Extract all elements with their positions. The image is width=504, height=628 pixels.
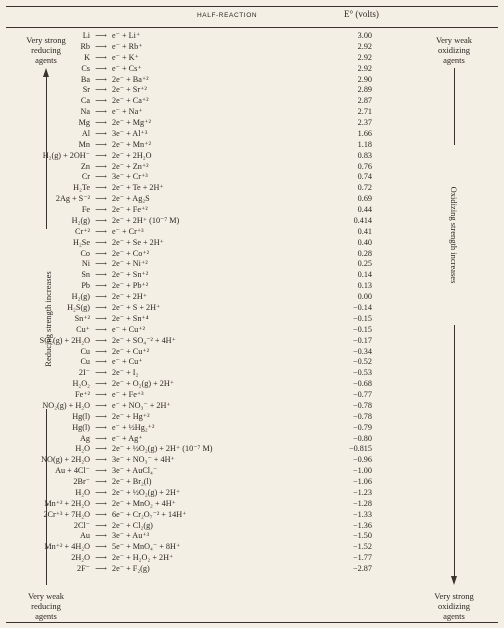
left-top-label-line: reducing	[31, 45, 61, 55]
oxidized-products: 2e⁻ + ½O₂(g) + 2H⁺ (10⁻⁷ M)	[112, 444, 213, 454]
reduced-species: Co	[80, 248, 90, 258]
reduced-species: H₂(g) + 2OH⁻	[42, 150, 90, 160]
oxidized-products: e⁻ + K⁺	[112, 52, 139, 62]
oxidized-products: 2e⁻ + Zn⁺²	[112, 161, 149, 171]
oxidized-products: e⁻ + Cr⁺³	[112, 226, 144, 236]
right-top-label-line: agents	[443, 55, 465, 65]
table-row	[0, 227, 504, 237]
reaction-arrow-icon: ⟶	[95, 313, 107, 323]
reaction-arrow-icon: ⟶	[95, 422, 107, 432]
reaction-arrow-icon: ⟶	[95, 248, 107, 258]
reaction-arrow-icon: ⟶	[95, 52, 107, 62]
reaction-arrow-icon: ⟶	[95, 292, 107, 302]
oxidized-products: 2e⁻ + Sr⁺²	[112, 85, 147, 95]
oxidized-products: 5e⁻ + MnO₄⁻ + 8H⁺	[112, 542, 181, 552]
reduced-species: Pb	[81, 281, 90, 291]
oxidized-products: e⁻ + Fe⁺³	[112, 390, 144, 400]
reduced-species: 2H₂O	[71, 553, 90, 563]
table-row	[0, 281, 504, 291]
reaction-arrow-icon: ⟶	[95, 433, 107, 443]
oxidized-products: 2e⁻ + O₂(g) + 2H⁺	[112, 379, 175, 389]
reduced-species: NO(g) + 2H₂O	[41, 455, 90, 465]
reaction-arrow-icon: ⟶	[95, 183, 107, 193]
reduced-species: Mn⁺² + 4H₂O	[44, 542, 90, 552]
potential-value: −1.33	[353, 509, 372, 519]
potential-value: −0.53	[353, 368, 372, 378]
potential-value: 0.76	[357, 161, 372, 171]
reaction-arrow-icon: ⟶	[95, 31, 107, 40]
left-top-label-line: Very strong	[26, 35, 66, 45]
oxidized-products: 3e⁻ + Au⁺³	[112, 531, 150, 541]
table-row	[0, 357, 504, 367]
potential-value: −0.15	[353, 324, 372, 334]
potential-value: −0.15	[353, 313, 372, 323]
oxidized-products: e⁻ + Cu⁺²	[112, 324, 145, 334]
oxidized-products: 3e⁻ + Cr⁺³	[112, 172, 148, 182]
reaction-arrow-icon: ⟶	[95, 281, 107, 291]
table-row	[0, 303, 504, 313]
reduced-species: Cu	[80, 357, 90, 367]
oxidized-products: 2e⁻ + Pb⁺²	[112, 281, 149, 291]
potential-value: 0.72	[357, 183, 372, 193]
left-bottom-label-line: reducing	[31, 601, 61, 611]
reduced-species: H₂(g)	[71, 215, 90, 225]
reduced-species: H₂O	[75, 444, 90, 454]
reduced-species: Hg(l)	[72, 411, 90, 421]
potential-value: 2.90	[357, 74, 372, 84]
bottom-rule	[6, 622, 498, 623]
oxidized-products: 2e⁻ + Cu⁺²	[112, 346, 150, 356]
oxidized-products: 2e⁻ + Br₂(l)	[112, 477, 152, 487]
oxidized-products: e⁻ + Cs⁺	[112, 63, 142, 73]
potential-value: 0.28	[357, 248, 372, 258]
table-row	[0, 270, 504, 280]
potential-value: 0.14	[357, 270, 372, 280]
reduced-species: Hg(l)	[72, 422, 90, 432]
reaction-arrow-icon: ⟶	[95, 466, 107, 476]
table-row	[0, 542, 504, 552]
table-row	[0, 488, 504, 498]
potential-value: 0.00	[357, 292, 372, 302]
reaction-arrow-icon: ⟶	[95, 346, 107, 356]
reducing-strength-label: Reducing strength increases	[43, 229, 53, 409]
reaction-arrow-icon: ⟶	[95, 63, 107, 73]
reduced-species: Zn	[80, 161, 90, 171]
reduced-species: K	[84, 52, 90, 62]
oxidized-products: 2e⁻ + S + 2H⁺	[112, 303, 161, 312]
reduced-species: Cr⁺²	[75, 226, 90, 236]
table-row	[0, 238, 504, 248]
oxidized-products: e⁻ + Cu⁺	[112, 357, 143, 367]
left-bottom-label	[6, 591, 86, 621]
table-row	[0, 521, 504, 531]
potential-value: 2.92	[357, 41, 372, 51]
oxidized-products: 2e⁻ + Ag₂S	[112, 194, 150, 204]
oxidized-products: e⁻ + Li⁺	[112, 31, 141, 40]
oxidized-products: e⁻ + Rb⁺	[112, 41, 143, 51]
table-row	[0, 401, 504, 411]
reduced-species: 2Cl⁻	[73, 520, 90, 530]
potential-value: 1.66	[357, 128, 372, 138]
reaction-arrow-icon: ⟶	[95, 477, 107, 487]
table-row	[0, 216, 504, 226]
right-bottom-label-line: agents	[443, 611, 465, 621]
reduced-species: Ag	[79, 433, 90, 443]
oxidized-products: 3e⁻ + AuCl₄⁻	[112, 466, 158, 476]
reaction-arrow-icon: ⟶	[95, 357, 107, 367]
potential-value: 2.92	[357, 63, 372, 73]
reduced-species: 2I⁻	[78, 368, 90, 378]
reaction-arrow-icon: ⟶	[95, 161, 107, 171]
table-row	[0, 172, 504, 182]
oxidized-products: e⁻ + ½Hg₂⁺²	[112, 422, 155, 432]
reaction-arrow-icon: ⟶	[95, 259, 107, 269]
potential-value: −1.52	[353, 542, 372, 552]
oxidized-products: 2e⁻ + Hg⁺²	[112, 411, 150, 421]
reaction-arrow-icon: ⟶	[95, 520, 107, 530]
table-row	[0, 183, 504, 193]
table-row	[0, 53, 504, 63]
right-bottom-label-line: Very strong	[434, 591, 474, 601]
reduced-species: Sn	[81, 270, 90, 280]
oxidized-products: 2e⁻ + MnO₂ + 4H⁺	[112, 498, 176, 508]
table-row	[0, 118, 504, 128]
potential-value: 0.40	[357, 237, 372, 247]
table-row	[0, 368, 504, 378]
potential-value: −0.79	[353, 422, 372, 432]
table-row	[0, 347, 504, 357]
oxidizing-arrow-head-icon	[451, 576, 457, 585]
reaction-arrow-icon: ⟶	[95, 368, 107, 378]
reaction-arrow-icon: ⟶	[95, 411, 107, 421]
potential-value: −0.78	[353, 400, 372, 410]
left-bottom-label-line: Very weak	[27, 591, 65, 601]
reaction-arrow-icon: ⟶	[95, 400, 107, 410]
table-row	[0, 477, 504, 487]
right-top-label-line: oxidizing	[437, 45, 471, 55]
reduced-species: Au	[79, 531, 90, 541]
table-row	[0, 42, 504, 52]
reduced-species: Mg	[78, 118, 90, 128]
reduced-species: Al	[81, 128, 90, 138]
oxidized-products: 2e⁻ + Te + 2H⁺	[112, 183, 164, 193]
potential-value: 0.41	[357, 226, 372, 236]
table-row	[0, 259, 504, 269]
potential-value: 3.00	[357, 31, 372, 40]
potential-value: −0.815	[348, 444, 372, 454]
left-bottom-label-line: agents	[35, 611, 57, 621]
potential-value: 1.18	[357, 139, 372, 149]
potential-value: 2.89	[357, 85, 372, 95]
table-row	[0, 85, 504, 95]
reduced-species: H₂O	[75, 487, 90, 497]
potential-value: −1.28	[353, 498, 372, 508]
table-row	[0, 205, 504, 215]
reaction-arrow-icon: ⟶	[95, 303, 107, 312]
reduced-species: Li	[82, 31, 90, 40]
table-row	[0, 129, 504, 139]
reduced-species: H₂O₂	[72, 379, 90, 389]
potential-value: −0.14	[353, 303, 372, 312]
potential-value: −0.34	[353, 346, 372, 356]
reduced-species: Sn⁺²	[74, 313, 90, 323]
oxidized-products: 2e⁻ + 2H₂O	[112, 150, 152, 160]
reduced-species: Cs	[81, 63, 90, 73]
reaction-arrow-icon: ⟶	[95, 379, 107, 389]
oxidized-products: 6e⁻ + Cr₂O₇⁻² + 14H⁺	[112, 509, 187, 519]
reduced-species: Cu⁺	[76, 324, 90, 334]
reduced-species: SO₂(g) + 2H₂O	[39, 335, 90, 345]
reduced-species: Sr	[82, 85, 90, 95]
reaction-arrow-icon: ⟶	[95, 96, 107, 106]
potential-header: E° (volts)	[344, 9, 379, 19]
table-row	[0, 455, 504, 465]
potential-value: 2.92	[357, 52, 372, 62]
reduced-species: H₂Te	[73, 183, 90, 193]
reaction-arrow-icon: ⟶	[95, 444, 107, 454]
potential-value: −1.00	[353, 466, 372, 476]
left-top-label-line: agents	[35, 55, 57, 65]
reduced-species: H₂S(g)	[67, 303, 90, 312]
reduced-species: Mn⁺² + 2H₂O	[44, 498, 90, 508]
potential-value: −1.06	[353, 477, 372, 487]
oxidized-products: 2e⁻ + Ni⁺²	[112, 259, 148, 269]
oxidized-products: e⁻ + NO₃⁻ + 2H⁺	[112, 400, 171, 410]
oxidized-products: 2e⁻ + F₂(g)	[112, 564, 150, 574]
reduced-species: 2Br⁻	[73, 477, 90, 487]
table-row	[0, 31, 504, 41]
potential-value: −2.87	[353, 564, 372, 574]
right-top-label-line: Very weak	[435, 35, 473, 45]
right-bottom-label-line: oxidizing	[437, 601, 471, 611]
potential-value: 2.71	[357, 107, 372, 117]
reduced-species: NO₂(g) + H₂O	[42, 400, 90, 410]
reaction-arrow-icon: ⟶	[95, 85, 107, 95]
header-rule	[6, 27, 498, 28]
oxidized-products: 2e⁻ + Mg⁺²	[112, 118, 151, 128]
table-row	[0, 336, 504, 346]
reaction-arrow-icon: ⟶	[95, 455, 107, 465]
potential-value: −1.36	[353, 520, 372, 530]
potential-value: 2.37	[357, 118, 372, 128]
potential-value: 0.414	[353, 215, 372, 225]
table-row	[0, 531, 504, 541]
reduced-species: H₂Se	[73, 237, 90, 247]
reaction-arrow-icon: ⟶	[95, 509, 107, 519]
potential-value: −1.77	[353, 553, 372, 563]
table-row	[0, 564, 504, 574]
reduced-species: Mn	[78, 139, 90, 149]
table-row	[0, 444, 504, 454]
oxidized-products: 3e⁻ + NO₃⁻ + 4H⁺	[112, 455, 175, 465]
reaction-arrow-icon: ⟶	[95, 41, 107, 51]
potential-value: 0.83	[357, 150, 372, 160]
table-row	[0, 107, 504, 117]
reduced-species: 2F⁻	[77, 564, 90, 574]
reaction-arrow-icon: ⟶	[95, 270, 107, 280]
reduced-species: Ba	[80, 74, 90, 84]
table-row	[0, 390, 504, 400]
potential-value: −0.17	[353, 335, 372, 345]
table-row	[0, 423, 504, 433]
table-row	[0, 64, 504, 74]
table-row	[0, 412, 504, 422]
reduced-species: Ni	[81, 259, 90, 269]
potential-value: −0.78	[353, 411, 372, 421]
reduced-species: 2Cr⁺³ + 7H₂O	[43, 509, 90, 519]
oxidized-products: 2e⁻ + SO₄⁻² + 4H⁺	[112, 335, 176, 345]
reduced-species: Rb	[80, 41, 90, 51]
potential-value: 0.69	[357, 194, 372, 204]
oxidized-products: 2e⁻ + 2H⁺ (10⁻⁷ M)	[112, 215, 180, 225]
reaction-arrow-icon: ⟶	[95, 542, 107, 552]
table-row	[0, 510, 504, 520]
oxidized-products: 2e⁻ + Cl₂(g)	[112, 520, 153, 530]
table-row	[0, 379, 504, 389]
reaction-arrow-icon: ⟶	[95, 205, 107, 215]
reaction-arrow-icon: ⟶	[95, 553, 107, 563]
potential-value: −0.68	[353, 379, 372, 389]
oxidized-products: 2e⁻ + 2H⁺	[112, 292, 148, 302]
potential-value: −0.80	[353, 433, 372, 443]
reaction-arrow-icon: ⟶	[95, 487, 107, 497]
oxidized-products: 2e⁻ + Se + 2H⁺	[112, 237, 164, 247]
table-row	[0, 499, 504, 509]
oxidized-products: 2e⁻ + Co⁺²	[112, 248, 150, 258]
oxidized-products: e⁻ + Na⁺	[112, 107, 143, 117]
reaction-arrow-icon: ⟶	[95, 172, 107, 182]
table-row	[0, 162, 504, 172]
potential-value: −0.77	[353, 390, 372, 400]
reaction-arrow-icon: ⟶	[95, 139, 107, 149]
reaction-arrow-icon: ⟶	[95, 335, 107, 345]
potential-value: −0.52	[353, 357, 372, 367]
reaction-arrow-icon: ⟶	[95, 531, 107, 541]
table-row	[0, 96, 504, 106]
reduced-species: 2Ag + S⁻²	[55, 194, 90, 204]
reaction-arrow-icon: ⟶	[95, 324, 107, 334]
table-row	[0, 292, 504, 302]
reaction-arrow-icon: ⟶	[95, 215, 107, 225]
table-row	[0, 434, 504, 444]
oxidized-products: e⁻ + Ag⁺	[112, 433, 143, 443]
potential-value: 0.44	[357, 205, 372, 215]
oxidized-products: 2e⁻ + I₂	[112, 368, 139, 378]
oxidized-products: 2e⁻ + Sn⁺²	[112, 270, 149, 280]
reduced-species: Fe	[81, 205, 90, 215]
potential-value: 0.74	[357, 172, 372, 182]
potential-value: 2.87	[357, 96, 372, 106]
reduced-species: Na	[80, 107, 90, 117]
reduced-species: H₂(g)	[71, 292, 90, 302]
table-row	[0, 151, 504, 161]
table-row	[0, 325, 504, 335]
oxidized-products: 2e⁻ + ½O₂(g) + 2H⁺	[112, 487, 181, 497]
reduced-species: Ca	[80, 96, 90, 106]
oxidized-products: 2e⁻ + Sn⁺⁴	[112, 313, 149, 323]
oxidized-products: 2e⁻ + Ba⁺²	[112, 74, 149, 84]
potential-value: 0.13	[357, 281, 372, 291]
half-reaction-header: HALF-REACTION	[197, 12, 258, 19]
reaction-arrow-icon: ⟶	[95, 237, 107, 247]
oxidized-products: 2e⁻ + H₂O₂ + 2H⁺	[112, 553, 174, 563]
potential-value: 0.25	[357, 259, 372, 269]
oxidizing-strength-label: Oxidizing strength increases	[449, 145, 459, 325]
reaction-arrow-icon: ⟶	[95, 564, 107, 574]
table-row	[0, 314, 504, 324]
reaction-arrow-icon: ⟶	[95, 74, 107, 84]
oxidized-products: 3e⁻ + Al⁺³	[112, 128, 148, 138]
reaction-arrow-icon: ⟶	[95, 118, 107, 128]
reaction-arrow-icon: ⟶	[95, 226, 107, 236]
table-row	[0, 194, 504, 204]
table-row	[0, 553, 504, 563]
reduced-species: Cu	[80, 346, 90, 356]
reduced-species: Cr	[81, 172, 90, 182]
oxidized-products: 2e⁻ + Fe⁺²	[112, 205, 148, 215]
oxidized-products: 2e⁻ + Ca⁺²	[112, 96, 149, 106]
reaction-arrow-icon: ⟶	[95, 390, 107, 400]
oxidized-products: 2e⁻ + Mn⁺²	[112, 139, 151, 149]
top-rule	[6, 6, 498, 7]
potential-value: −1.23	[353, 487, 372, 497]
table-row	[0, 466, 504, 476]
reduced-species: Fe⁺²	[75, 390, 90, 400]
reaction-arrow-icon: ⟶	[95, 128, 107, 138]
reaction-arrow-icon: ⟶	[95, 107, 107, 117]
table-row	[0, 140, 504, 150]
reaction-arrow-icon: ⟶	[95, 194, 107, 204]
reaction-arrow-icon: ⟶	[95, 150, 107, 160]
potential-value: −0.96	[353, 455, 372, 465]
reduced-species: Au + 4Cl⁻	[55, 466, 90, 476]
table-row	[0, 249, 504, 259]
reaction-arrow-icon: ⟶	[95, 498, 107, 508]
right-bottom-label	[414, 591, 494, 621]
table-row	[0, 75, 504, 85]
potential-value: −1.50	[353, 531, 372, 541]
